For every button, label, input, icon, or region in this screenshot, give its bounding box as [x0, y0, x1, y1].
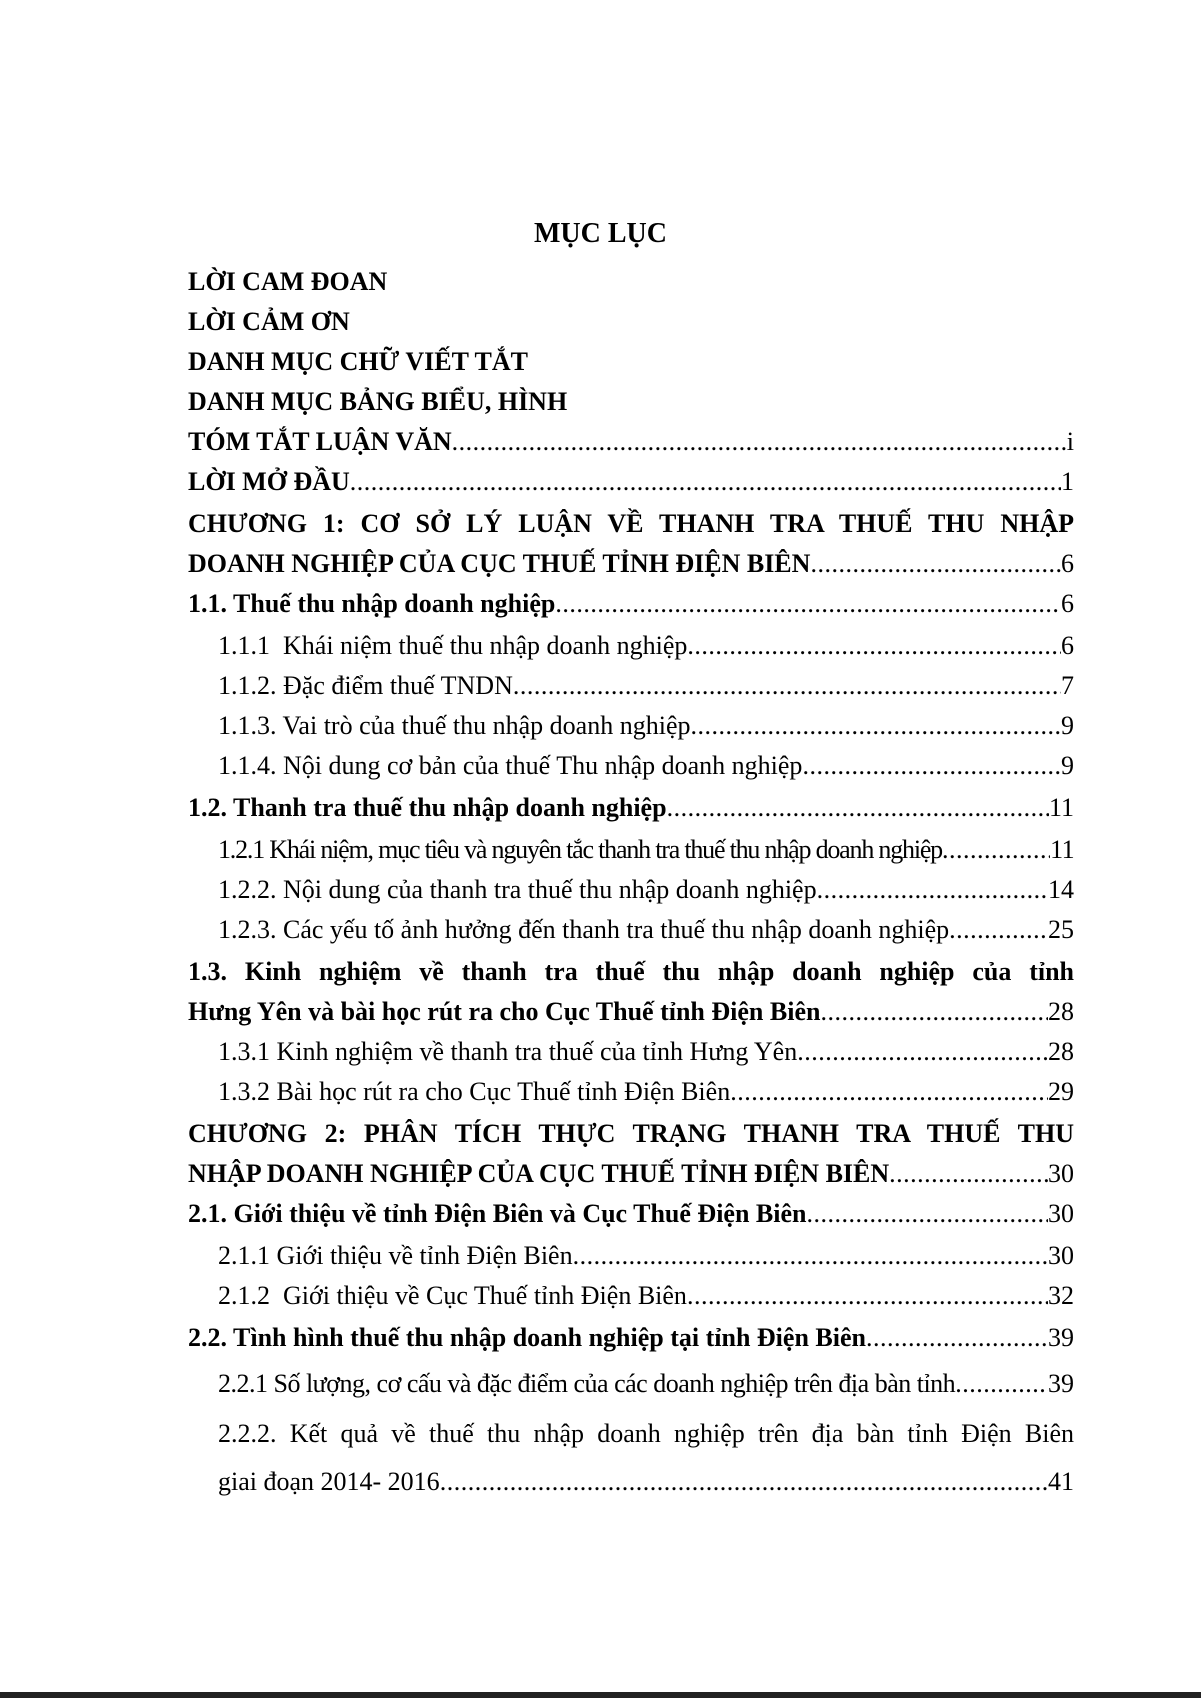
toc-page-number: 30: [1048, 1159, 1074, 1188]
toc-section-2-2-2-line2: [218, 1462, 1074, 1502]
toc-section-1-1: [188, 584, 1074, 624]
toc-entry-text: 1.3.2 Bài học rút ra cho Cục Thuế tỉnh Điện Biên: [218, 1077, 731, 1106]
toc-entry-text: giai đoạn 2014- 2016: [218, 1467, 440, 1496]
toc-item-loi-cam-doan: LỜI CAM ĐOAN: [188, 267, 388, 296]
toc-page-number: i: [1066, 427, 1074, 456]
toc-item-tables-figures: DANH MỤC BẢNG BIỂU, HÌNH: [188, 387, 568, 416]
toc-page-number: 30: [1048, 1241, 1074, 1270]
toc-entry-text: 1.1.3. Vai trò của thuế thu nhập doanh nghiệp: [218, 711, 691, 740]
toc-page-number: 14: [1048, 875, 1074, 904]
toc-page-number: 6: [1061, 589, 1074, 618]
page-bottom-border: [0, 1692, 1201, 1698]
toc-entry-text: 2.2. Tình hình thuế thu nhập doanh nghiệp tại tỉnh Điện Biên: [188, 1323, 866, 1352]
toc-section-1-3-1: [218, 1032, 1074, 1072]
toc-section-1-2-2: [218, 870, 1074, 910]
toc-entry-text: TÓM TẮT LUẬN VĂN: [188, 427, 452, 456]
toc-chapter-2-line2: [188, 1154, 1074, 1194]
toc-page-number: 32: [1048, 1281, 1074, 1310]
toc-section-1-1-3: [218, 706, 1074, 746]
toc-entry-text: 2.1.2 Giới thiệu về Cục Thuế tỉnh Điện Biên: [218, 1281, 687, 1310]
page-title: MỤC LỤC: [534, 218, 667, 249]
toc-page-number: 7: [1061, 671, 1074, 700]
toc-page-number: 29: [1048, 1077, 1074, 1106]
toc-section-1-2: [188, 788, 1074, 828]
toc-entry-text: 1.1.1 Khái niệm thuế thu nhập doanh nghiệp: [218, 631, 688, 660]
toc-entry-text: 1.1. Thuế thu nhập doanh nghiệp: [188, 589, 556, 618]
toc-section-2-2-1: [218, 1364, 1074, 1404]
toc-page-number: 28: [1048, 1037, 1074, 1066]
toc-section-2-1-2: [218, 1276, 1074, 1316]
toc-page-number: 25: [1048, 915, 1074, 944]
toc-item-loi-cam-on: LỜI CẢM ƠN: [188, 307, 350, 336]
toc-page-number: 11: [1048, 793, 1074, 822]
toc-section-2-2-2-line1: 2.2.2. Kết quả về thuế thu nhập doanh nghiệp trên địa bàn tỉnh Điện Biên: [218, 1419, 1074, 1448]
toc-section-1-1-2: [218, 666, 1074, 706]
toc-section-1-3-2: [218, 1072, 1074, 1112]
toc-section-1-1-4: [218, 746, 1074, 786]
toc-entry-text: 1.1.2. Đặc điểm thuế TNDN: [218, 671, 513, 700]
toc-section-1-2-3: [218, 910, 1074, 950]
toc-section-2-1: [188, 1194, 1074, 1234]
toc-entry-text: LỜI MỞ ĐẦU: [188, 467, 350, 496]
toc-page-number: 28: [1048, 997, 1074, 1026]
toc-chapter-1-line1: CHƯƠNG 1: CƠ SỞ LÝ LUẬN VỀ THANH TRA THUẾ THU NHẬP: [188, 509, 1074, 538]
toc-page-number: 41: [1048, 1467, 1074, 1496]
toc-entry-text: 2.2.1 Số lượng, cơ cấu và đặc điểm của các doanh nghiệp trên địa bàn tỉnh: [218, 1369, 956, 1398]
toc-section-1-3-line2: [188, 992, 1074, 1032]
toc-section-1-2-1: [218, 830, 1074, 870]
toc-section-2-2: [188, 1318, 1074, 1358]
toc-entry-text: 2.1. Giới thiệu về tỉnh Điện Biên và Cục Thuế Điện Biên: [188, 1199, 807, 1228]
toc-page-number: 39: [1048, 1369, 1074, 1398]
toc-entry-text: 1.2.1 Khái niệm, mục tiêu và nguyên tắc thanh tra thuế thu nhập doanh nghiệp: [218, 835, 942, 864]
toc-chapter-2-line1: CHƯƠNG 2: PHÂN TÍCH THỰC TRẠNG THANH TRA THUẾ THU: [188, 1119, 1074, 1148]
toc-entry-text: 1.1.4. Nội dung cơ bản của thuế Thu nhập doanh nghiệp: [218, 751, 803, 780]
toc-entry-text: 1.2. Thanh tra thuế thu nhập doanh nghiệp: [188, 793, 667, 822]
toc-page-number: 11: [1050, 835, 1074, 864]
toc-entry-text: 1.2.2. Nội dung của thanh tra thuế thu nhập doanh nghiệp: [218, 875, 817, 904]
toc-page-number: 39: [1048, 1323, 1074, 1352]
toc-entry-text: 2.1.1 Giới thiệu về tỉnh Điện Biên: [218, 1241, 573, 1270]
toc-page-number: 1: [1061, 467, 1074, 496]
toc-entry-text: NHẬP DOANH NGHIỆP CỦA CỤC THUẾ TỈNH ĐIỆN BIÊN: [188, 1159, 890, 1188]
toc-entry-text: 1.3.1 Kinh nghiệm về thanh tra thuế của tỉnh Hưng Yên: [218, 1037, 798, 1066]
toc-page-number: 9: [1061, 751, 1074, 780]
toc-page-number: 9: [1061, 711, 1074, 740]
toc-entry-text: 1.2.3. Các yếu tố ảnh hưởng đến thanh tra thuế thu nhập doanh nghiệp: [218, 915, 950, 944]
toc-entry-text: Hưng Yên và bài học rút ra cho Cục Thuế tỉnh Điện Biên: [188, 997, 821, 1026]
toc-chapter-1-line2: [188, 544, 1074, 584]
toc-section-2-1-1: [218, 1236, 1074, 1276]
toc-item-intro: [188, 462, 1074, 502]
toc-page-number: 6: [1061, 631, 1074, 660]
toc-section-1-1-1: [218, 626, 1074, 666]
toc-page-number: 6: [1061, 549, 1074, 578]
toc-section-1-3-line1: 1.3. Kinh nghiệm về thanh tra thuế thu nhập doanh nghiệp của tỉnh: [188, 957, 1074, 986]
toc-item-summary: [188, 422, 1074, 462]
toc-item-abbreviations: DANH MỤC CHỮ VIẾT TẮT: [188, 347, 528, 376]
toc-page-number: 30: [1048, 1199, 1074, 1228]
toc-entry-text: DOANH NGHIỆP CỦA CỤC THUẾ TỈNH ĐIỆN BIÊN: [188, 549, 811, 578]
